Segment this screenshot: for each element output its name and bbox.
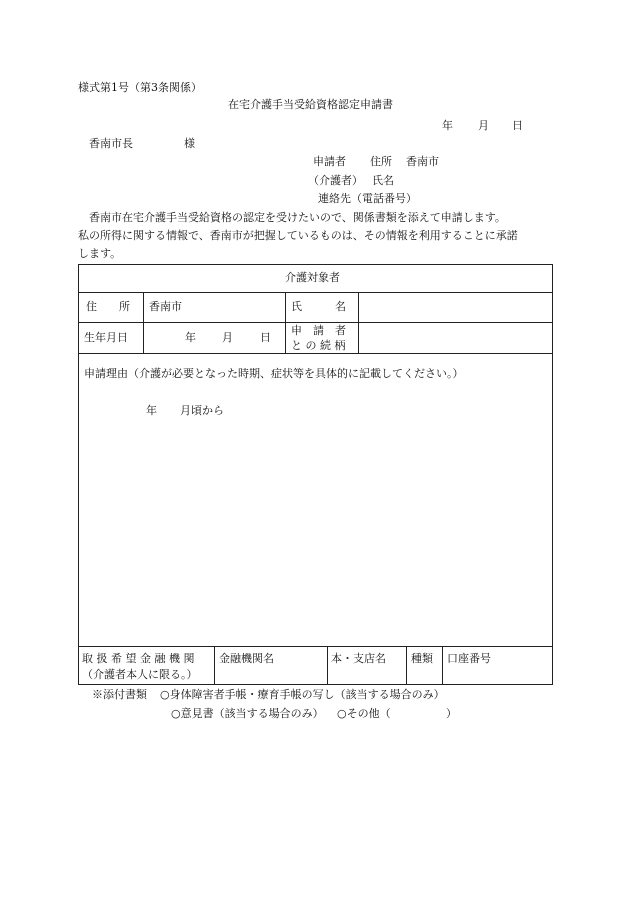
subject-name-field[interactable] (362, 296, 548, 320)
dob-month: 月 (222, 331, 233, 344)
reason-field[interactable] (84, 420, 548, 642)
applicant-address-label: 住所 (370, 155, 392, 168)
reason-month-text: 月頃から (180, 404, 224, 417)
dob-year: 年 (185, 331, 196, 344)
bank-label-line-1: 取 扱 希 望 金 融 機 関 (82, 652, 195, 665)
bank-label-line-2: （介護者本人に限る。） (82, 668, 198, 681)
attachments-label: ※添付書類 (92, 688, 147, 701)
relation-field[interactable] (362, 326, 548, 350)
form-number: 様式第1号（第3条関係） (78, 81, 202, 94)
subject-name-label: 氏 名 (291, 300, 346, 313)
branch-label: 本・支店名 (331, 652, 386, 665)
account-number-label: 口座番号 (447, 652, 491, 665)
statement-line-3: します。 (78, 247, 122, 260)
table-heading: 介護対象者 (285, 271, 340, 284)
date-year: 年 (442, 119, 453, 132)
subject-address-label: 住 所 (86, 300, 130, 313)
statement-line-1: 香南市在宅介護手当受給資格の認定を受けたいので、関係書類を添えて申請します。 (89, 211, 506, 224)
applicant-label: 申請者 (313, 155, 346, 168)
relation-label-line-2: と の 続 柄 (291, 339, 346, 352)
applicant-name-label: 氏名 (372, 174, 394, 187)
applicant-phone-label: 連絡先（電話番号） (318, 192, 417, 205)
reason-label: 申請理由（介護が必要となった時期、症状等を具体的に記載してください。） (84, 367, 464, 380)
addressee: 香南市長 (89, 137, 133, 150)
subject-address-value: 香南市 (149, 300, 182, 313)
applicant-address-value: 香南市 (406, 155, 439, 168)
statement-line-2: 私の所得に関する情報で、香南市が把握しているものは、その情報を利用することに承諾 (78, 229, 518, 242)
dob-day: 日 (260, 331, 271, 344)
attachment-item-1: ○身体障害者手帳・療育手帳の写し（該当する場合のみ） (160, 688, 445, 701)
addressee-suffix: 様 (184, 137, 195, 150)
attachment-item-3-open: ○その他（ (337, 707, 391, 720)
caregiver-label: （介護者） (308, 174, 363, 187)
reason-year: 年 (146, 404, 157, 417)
dob-label: 生年月日 (84, 331, 128, 344)
bank-name-label: 金融機関名 (219, 652, 274, 665)
attachment-item-2: ○意見書（該当する場合のみ） (171, 707, 324, 720)
attachment-item-3-close: ） (446, 707, 457, 720)
relation-label-line-1: 申 請 者 (291, 324, 346, 337)
date-day: 日 (512, 119, 523, 132)
document-title: 在宅介護手当受給資格認定申請書 (228, 98, 393, 111)
date-month: 月 (478, 119, 489, 132)
account-type-label: 種類 (411, 652, 433, 665)
